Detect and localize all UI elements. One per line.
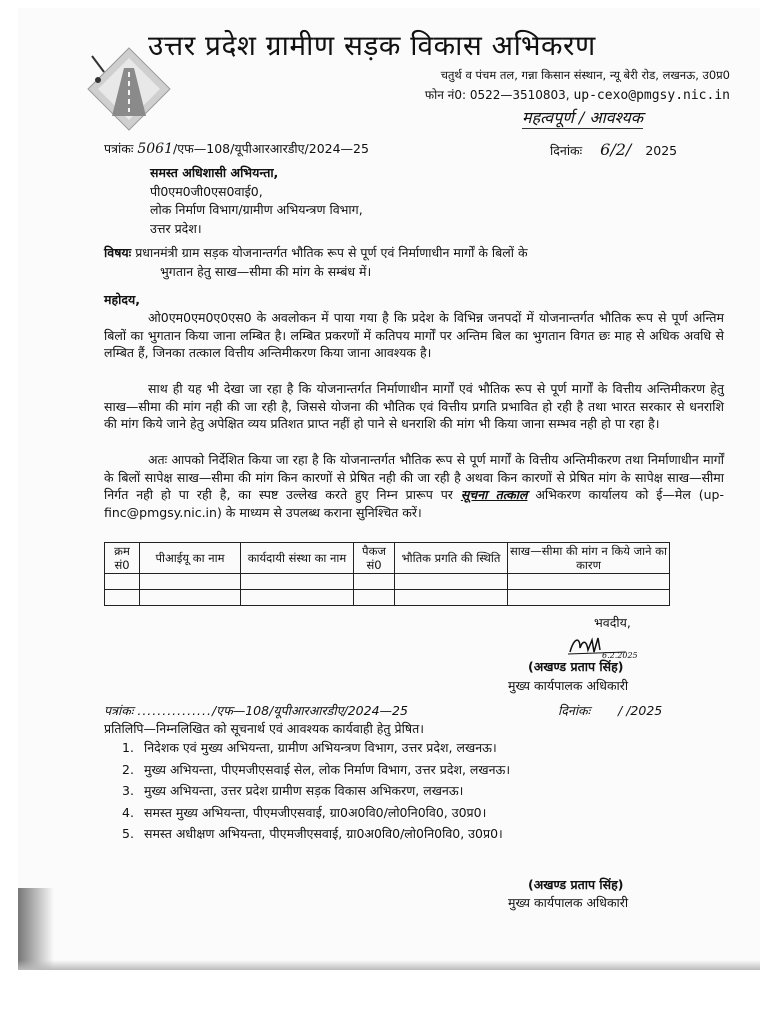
list-item: 4. समस्त मुख्य अभियन्ता, पीएमजीएसवाई, ग्रा0अ0वि0/लो0नि0वि0, उ0प्र0। (122, 804, 487, 820)
table-header-cell: पीआईयू का नाम (140, 543, 241, 574)
list-item: 1. निदेशक एवं मुख्य अभियन्ता, ग्रामीण अभियन्त्रण विभाग, उत्तर प्रदेश, लखनऊ। (122, 740, 497, 755)
list-item: 5. समस्त अधीक्षण अभियन्ता, पीएमजीएसवाई, ग्रा0अ0वि0/लो0नि0वि0, उ0प्र0। (122, 826, 503, 841)
list-item: 2. मुख्य अभियन्ता, पीएमजीएसवाई सेल, लोक निर्माण विभाग, उत्तर प्रदेश, लखनऊ। (122, 761, 511, 777)
paragraph-3-before: अतः आपको निर्देशित किया जा रहा है कि योजनान्तर्गत भौतिक रूप से पूर्ण मार्गों के वित्तीय अन्तिमीकरण तथा निर्माणाधीन मार्गों के बिलों सापेक्ष साख—सीमा की मांग किन कारणों से प्रेषित नही की जा रही है अथवा किन कारणों से प्रेषित मांग के सापेक्ष साख—सीमा निर्गत नही हो पा रही है, का स्पष्ट उल्लेख करते हुए निम्न प्रारूप पर (104, 452, 724, 502)
date-label: दिनांकः (550, 143, 583, 158)
table-row (105, 574, 670, 590)
paragraph-2: साथ ही यह भी देखा जा रहा है कि योजनान्तर्गत निर्माणाधीन मार्गों एवं भौतिक रूप से पूर्ण मार्गों के वित्तीय अन्तिमीकरण हेतु साख—सीमा की मांग नही की जा रही है, जिससे योजना की भौतिक एवं वित्तीय प्रगति प्रभावित हो रही है तथा भारत सरकार से धनराशि की मांग किये जाने हेतु अपेक्षित व्यय प्रतिशत प्राप्त नहीं हो पाने से धनराशि की मांग भी किया जाना सम्भव नही हो पा रहा है। (104, 381, 724, 431)
copy-reference-dots: ............... (137, 703, 212, 718)
priority-stamp: महत्वपूर्ण / आवश्यक (522, 108, 644, 127)
salutation: महोदय, (104, 292, 140, 307)
addressee-line: उत्तर प्रदेश। (150, 220, 202, 236)
reference-label: पत्रांकः (104, 141, 134, 156)
copy-list (122, 737, 510, 845)
table-row (105, 590, 670, 606)
subject-text-2: भुगतान हेतु साख—सीमा की मांग के सम्बंध में। (160, 264, 372, 279)
format-table (104, 542, 670, 606)
addressee-line: समस्त अधिशासी अभियन्ता, (150, 165, 279, 180)
letter-page (18, 8, 760, 970)
scan-shadow-bottom (18, 960, 760, 970)
org-email: up-cexo@pmgsy.nic.in (573, 88, 730, 103)
paragraph-3 (104, 451, 724, 521)
table-header-cell: क्रम सं0 (105, 543, 140, 574)
copy-reference-label: पत्रांकः (104, 703, 134, 718)
addressee-line: पी0एम0जी0एस0वाई0, (150, 183, 263, 199)
subject-line (104, 243, 724, 281)
signatory-designation-2: मुख्य कार्यपालक अधिकारी (508, 895, 629, 910)
copy-reference-rest: /एफ—108/यूपीआरआरडीए/2024—25 (211, 703, 408, 718)
paragraph-1: ओ0एम0एम0ए0एस0 के अवलोकन में पाया गया है कि प्रदेश के विभिन्न जनपदों में योजनान्तर्गत भौतिक रूप से पूर्ण अन्तिम बिलों का भुगतान किया जाना लम्बित है। लम्बित प्रकरणों में कतिपय मार्गों पर अन्तिम बिल का भुगतान विगत छः माह से अधिक अवधि से लम्बित हैं, जिनका तत्काल वित्तीय अन्तिमीकरण किया जाना आवश्यक है। (104, 310, 724, 360)
date-year: 2025 (645, 143, 678, 158)
table-header-cell: साख—सीमा की मांग न किये जाने का कारण (508, 543, 670, 574)
table-header-cell: भौतिक प्रगति की स्थिति (395, 543, 508, 574)
org-title: उत्तर प्रदेश ग्रामीण सड़क विकास अभिकरण (148, 29, 596, 62)
reference-handwritten-number: 5061 (137, 141, 173, 157)
copy-reference (104, 702, 408, 719)
reference-number (104, 140, 369, 157)
subject-text-1: प्रधानमंत्री ग्राम सड़क योजनान्तर्गत भौतिक रूप से पूर्ण एवं निर्माणाधीन मार्गों के बिलों के (135, 245, 528, 260)
table-header-cell: कार्यदायी संस्था का नाम (241, 543, 354, 574)
subject-label: विषयः (104, 245, 132, 260)
reference-rest: /एफ—108/यूपीआरआरडीए/2024—25 (173, 141, 369, 156)
signatory-designation: मुख्य कार्यपालक अधिकारी (508, 678, 629, 693)
closing-line: भवदीय, (594, 615, 631, 630)
paragraph-3-after: अभिकरण कार्यालय को ई—मेल (up-finc@pmgsy.nic.in) के माध्यम से उपलब्ध कराना सुनिश्चित करें। (104, 487, 724, 520)
signature-date: 6.2.2025 (602, 651, 638, 660)
copy-date-label: दिनांकः (558, 703, 591, 718)
table-header-cell: पैकज सं0 (354, 543, 395, 574)
table-header-row (105, 543, 670, 574)
copy-intro: प्रतिलिपि—निम्नलिखित को सूचनार्थ एवं आवश्यक कार्यवाही हेतु प्रेषित। (104, 721, 424, 736)
signatory-name: (अखण्ड प्रताप सिंह) (528, 659, 624, 674)
paragraph-3-emphasis: सूचना तत्काल (460, 487, 528, 502)
copy-date-value: / /2025 (618, 703, 663, 718)
org-address: चतुर्थ व पंचम तल, गन्ना किसान संस्थान, न्यू बेरी रोड, लखनऊ, उ0प्र0 (440, 68, 730, 82)
addressee-block (150, 164, 363, 238)
letter-date (550, 140, 677, 159)
copy-date (558, 702, 662, 719)
addressee-line: लोक निर्माण विभाग/ग्रामीण अभियन्त्रण विभाग, (150, 202, 363, 217)
org-contact (425, 86, 730, 103)
scan-shadow (18, 888, 54, 970)
date-handwritten: 6/2/ (600, 140, 632, 159)
signatory-name-2: (अखण्ड प्रताप सिंह) (528, 877, 624, 892)
list-item: 3. मुख्य अभियन्ता, उत्तर प्रदेश ग्रामीण सड़क विकास अभिकरण, लखनऊ। (122, 783, 464, 798)
org-phone: फोन नं0: 0522—3510803, (424, 88, 570, 102)
